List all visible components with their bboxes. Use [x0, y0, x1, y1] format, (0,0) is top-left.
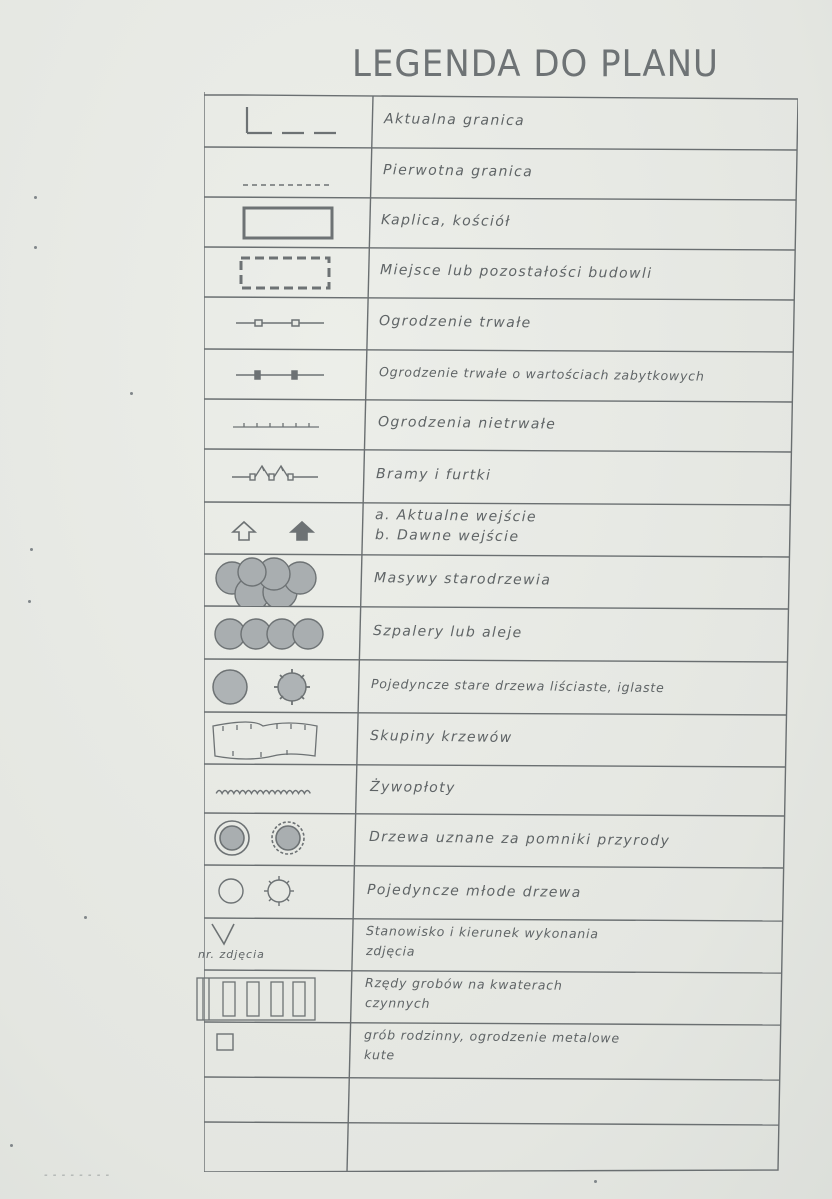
- legend-row: [204, 1022, 798, 1077]
- legend-row: [204, 1122, 798, 1172]
- empty-symbol-cell: [187, 1077, 352, 1122]
- chapel-church-icon: [202, 197, 367, 247]
- legend-row: [204, 659, 798, 712]
- legend-row: [204, 764, 798, 813]
- margin-note: - - - - - - - -: [44, 1170, 111, 1181]
- legend-row: [204, 95, 798, 147]
- legend-label-line-1: grób rodzinny, ogrodzenie metalowe: [363, 1026, 620, 1046]
- legend-label-line-2: b. Dawne wejście: [374, 527, 520, 546]
- legend-label-line-1: a. Aktualne wejście: [374, 507, 538, 526]
- legend-label: Szpalery lub aleje: [372, 623, 523, 642]
- legend-row: [204, 970, 798, 1022]
- building-remains-icon: [201, 247, 366, 297]
- monument-trees-icon: [192, 813, 357, 865]
- gates-icon: [198, 449, 363, 502]
- legend-label: Ogrodzenie trwałe: [378, 313, 532, 332]
- legend-row: [198, 918, 798, 970]
- alley-icon: [196, 606, 361, 659]
- family-grave-icon: [189, 1022, 354, 1077]
- legend-label: Masywy starodrzewia: [373, 570, 552, 589]
- legend-row: [204, 197, 798, 247]
- young-trees-icon: [191, 865, 356, 918]
- speck: [84, 916, 87, 919]
- hedge-icon: [193, 764, 358, 813]
- legend-label-line-1: Stanowisko i kierunek wykonania: [365, 923, 599, 942]
- legend-label: Pojedyncze młode drzewa: [366, 882, 582, 902]
- speck: [594, 1180, 597, 1183]
- legend-row: [204, 606, 798, 659]
- legend-label: Miejsce lub pozostałości budowli: [379, 262, 653, 282]
- legend-row: [204, 813, 798, 865]
- legend-label-line-2: czynnych: [364, 995, 431, 1011]
- current-boundary-icon: [204, 95, 369, 147]
- photo-station-icon: [190, 918, 355, 970]
- legend-row: [204, 247, 798, 297]
- legend-row: [204, 554, 798, 606]
- speck: [28, 600, 31, 603]
- grave-rows-icon: [189, 970, 354, 1022]
- legend-row: [204, 297, 798, 349]
- legend-row: [204, 147, 798, 197]
- speck: [10, 1144, 13, 1147]
- legend-label-line-2: zdjęcia: [365, 943, 416, 959]
- temporary-fence-icon: [199, 399, 364, 449]
- legend-label: Ogrodzenie trwałe o wartościach zabytkowych: [378, 364, 705, 384]
- legend-table: [198, 92, 798, 1172]
- legend-row: [204, 502, 798, 554]
- speck: [34, 246, 37, 249]
- empty-symbol-cell: [186, 1122, 351, 1172]
- legend-label: Aktualna granica: [383, 111, 526, 130]
- legend-row: [204, 349, 798, 399]
- legend-row: [204, 712, 798, 764]
- legend-label: Ogrodzenia nietrwałe: [377, 414, 557, 433]
- legend-label: Kaplica, kościół: [380, 212, 511, 230]
- photo-number-label: nr. zdjęcia: [198, 948, 265, 961]
- legend-row: [204, 399, 798, 449]
- legend-row: [204, 865, 798, 918]
- page-title: LEGENDA DO PLANU: [352, 42, 719, 86]
- legend-row: [204, 449, 798, 502]
- single-old-trees-icon: [194, 659, 359, 712]
- original-boundary-icon: [203, 147, 368, 197]
- historic-fence-icon: [200, 349, 365, 399]
- legend-label-line-1: Rzędy grobów na kwaterach: [364, 975, 563, 993]
- speck: [130, 392, 133, 395]
- shrub-group-icon: [193, 712, 358, 764]
- entrance-arrows-icon: [197, 502, 362, 554]
- legend-label: Żywopłoty: [369, 779, 456, 797]
- legend-row: [204, 1077, 798, 1122]
- speck: [30, 548, 33, 551]
- speck: [34, 196, 37, 199]
- legend-label-line-2: kute: [363, 1046, 396, 1063]
- legend-label: Pojedyncze stare drzewa liściaste, iglaste: [370, 676, 665, 696]
- legend-label: Pierwotna granica: [382, 162, 534, 181]
- legend-label: Bramy i furtki: [375, 466, 492, 484]
- permanent-fence-icon: [200, 297, 365, 349]
- legend-label: Drzewa uznane za pomniki przyrody: [368, 829, 671, 850]
- legend-label: Skupiny krzewów: [369, 728, 513, 747]
- tree-mass-icon: [196, 554, 361, 606]
